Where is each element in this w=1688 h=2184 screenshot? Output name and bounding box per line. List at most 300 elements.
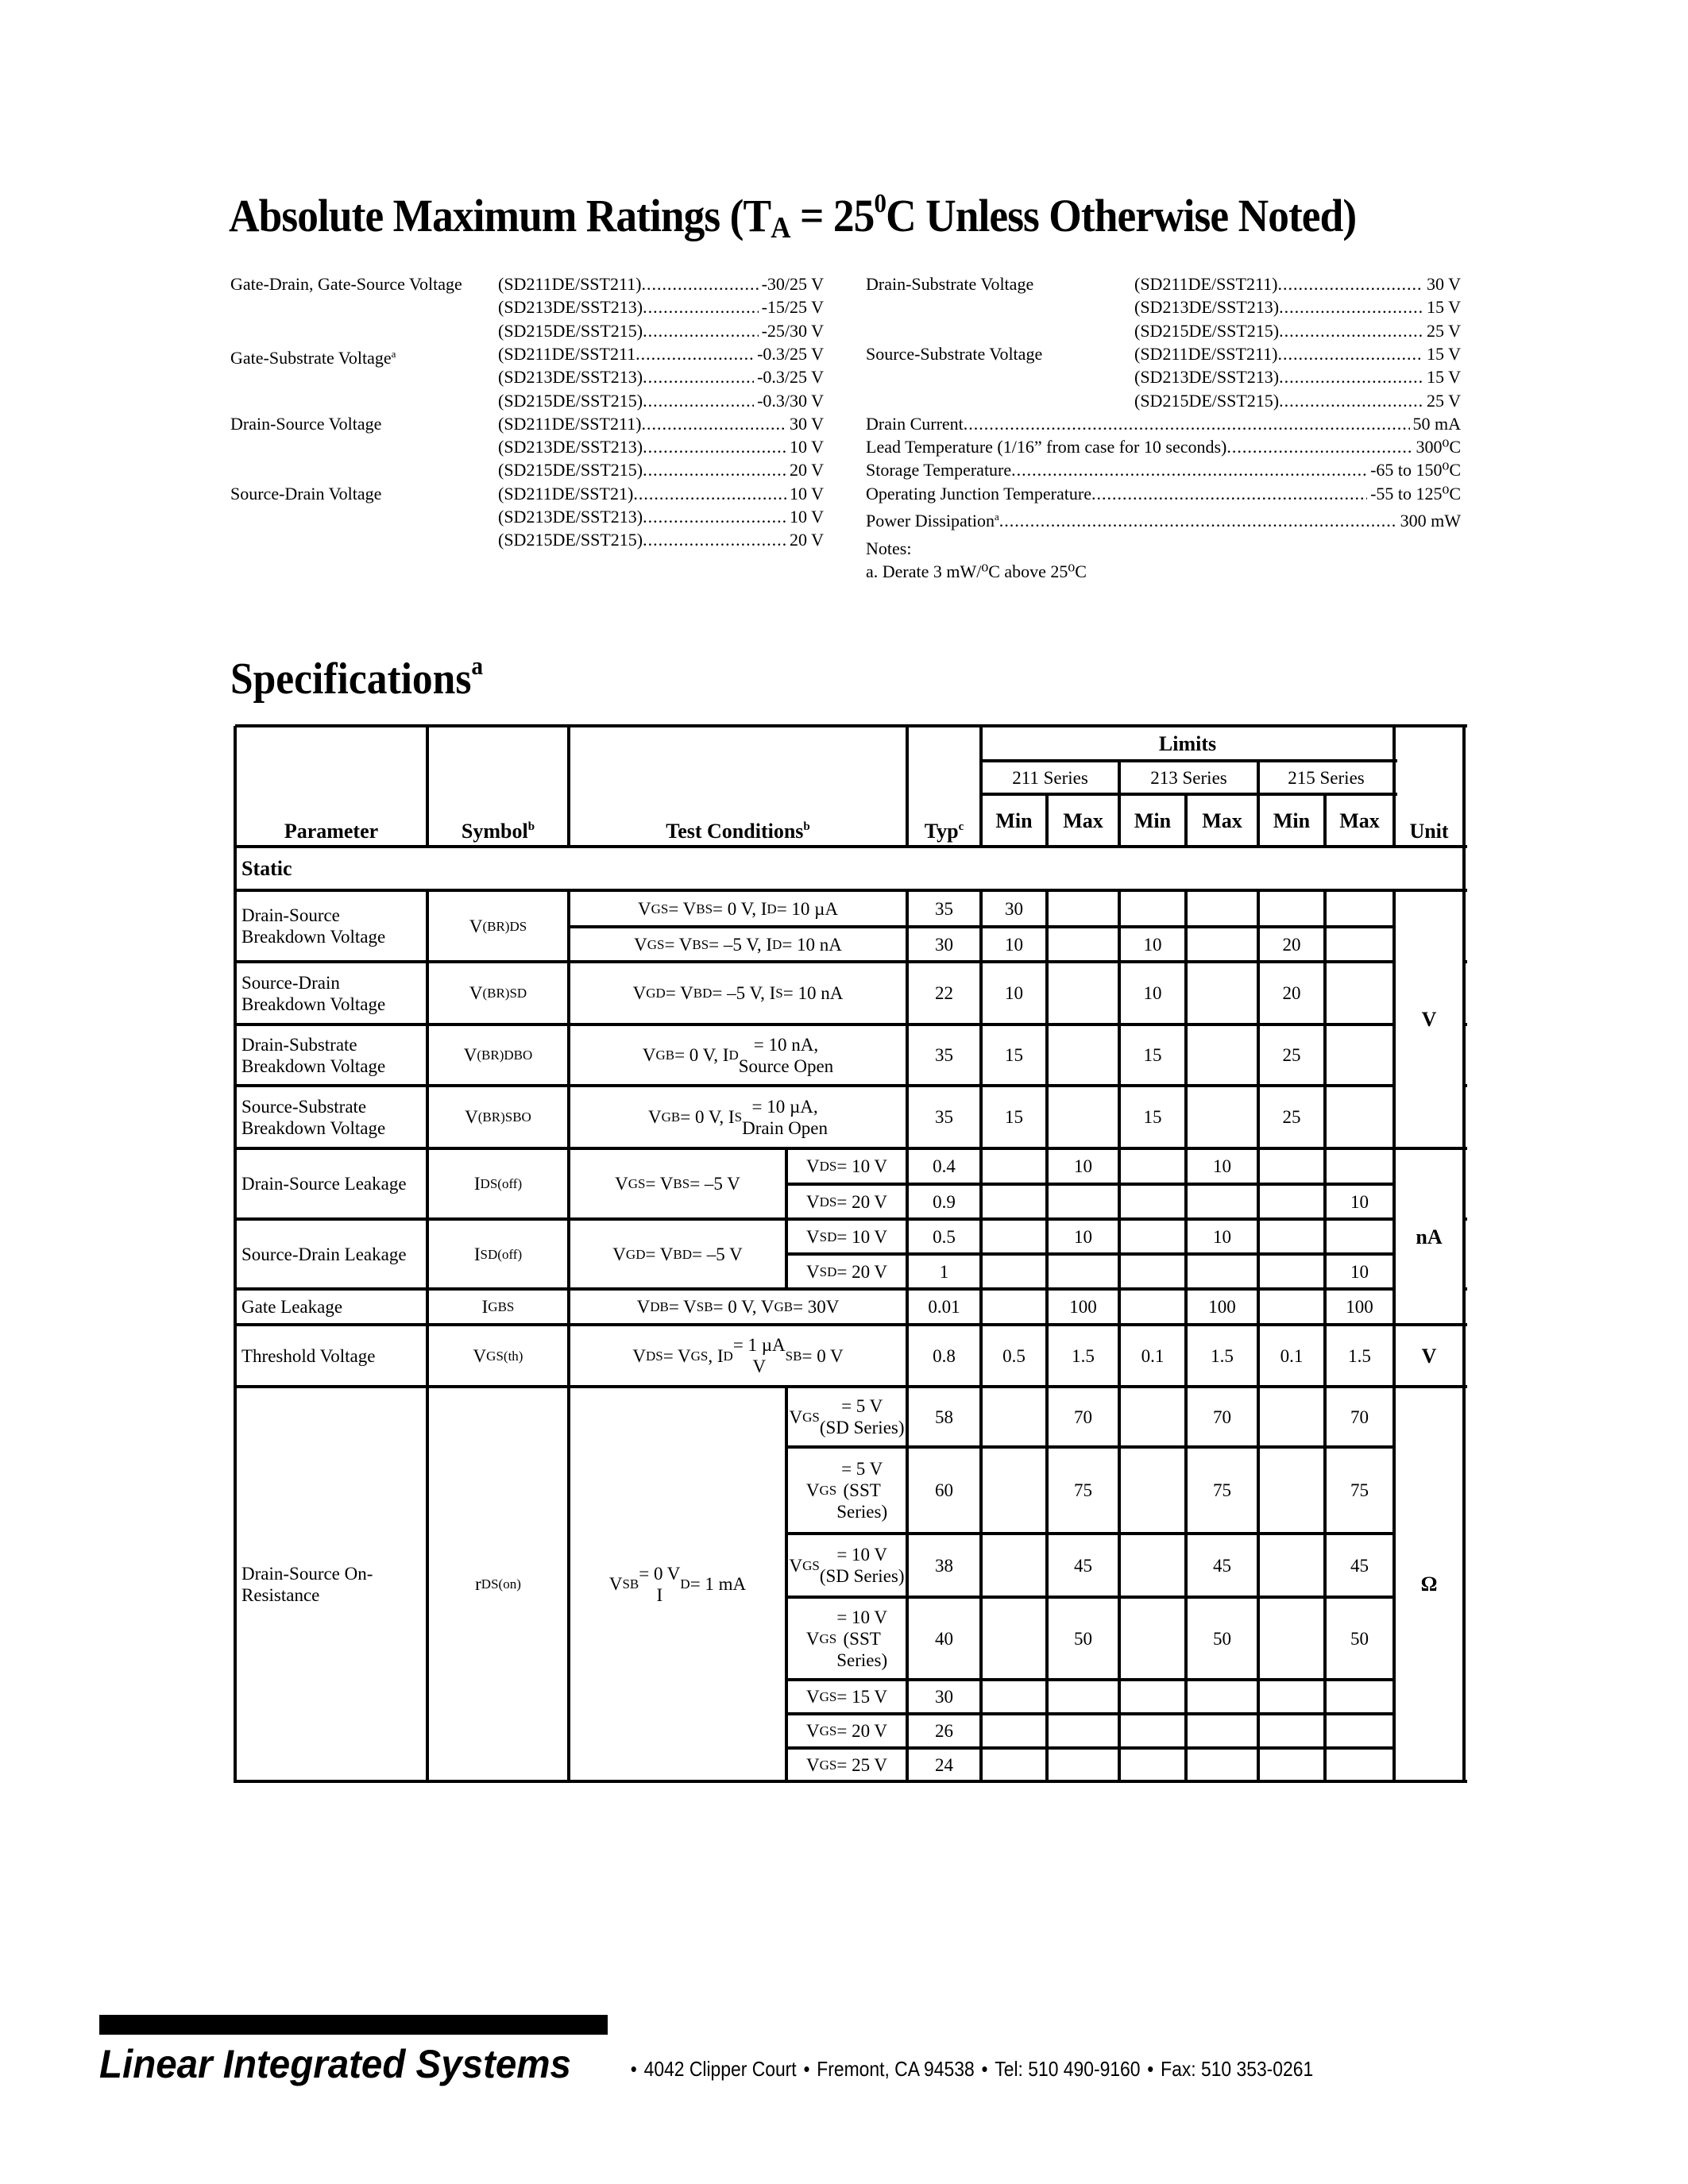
- rating-value: 10 V: [790, 483, 824, 504]
- rating-value: 20 V: [790, 530, 824, 550]
- min-value: [1258, 1597, 1325, 1680]
- test-condition: V GS = V BS = –5 V, I D = 10 nA: [634, 934, 842, 955]
- test-condition: V GS = 20 V: [805, 1721, 888, 1741]
- min-value: 15: [1005, 1107, 1023, 1127]
- typ-value: 35: [935, 1045, 953, 1065]
- min-value: [1119, 1254, 1186, 1289]
- table-rule: [1394, 1323, 1467, 1326]
- table-rule: [567, 726, 570, 848]
- table-rule: [235, 845, 1467, 848]
- max-value: 100: [1346, 1297, 1373, 1317]
- table-rule: [1394, 1385, 1467, 1388]
- max-value: 10: [1350, 1261, 1369, 1282]
- rating-row: [866, 505, 1461, 531]
- typ-value: 30: [935, 1687, 953, 1707]
- min-value: 15: [1143, 1107, 1162, 1127]
- table-rule: [786, 1532, 1397, 1535]
- test-condition: V SD = 20 V: [805, 1261, 888, 1282]
- max-value: [1186, 1680, 1258, 1714]
- typ-value: 35: [935, 898, 953, 919]
- rating-value: 30 V: [1427, 274, 1461, 294]
- rating-row: [498, 528, 824, 551]
- table-rule: [426, 890, 429, 1783]
- min-value: [981, 1748, 1047, 1781]
- rating-label: Source-Drain Voltage: [230, 483, 382, 504]
- rating-value: 15 V: [1427, 297, 1461, 318]
- table-rule: [426, 726, 429, 848]
- leader-dots: [964, 412, 1410, 435]
- rating-part-number: (SD213DE/SST213): [1134, 297, 1280, 318]
- min-value: [1258, 1289, 1325, 1325]
- table-rule: [1323, 890, 1327, 1783]
- max-value: 75: [1074, 1480, 1092, 1500]
- symbol-cell: I GBS: [481, 1297, 515, 1317]
- parameter-cell: Drain-Source Leakage: [241, 1174, 407, 1194]
- min-value: 15: [1143, 1045, 1162, 1065]
- max-value: 10: [1074, 1226, 1092, 1247]
- max-value: [1047, 1254, 1119, 1289]
- parameter-cell: Source-Drain Leakage: [241, 1244, 407, 1264]
- rating-value: 50 mA: [1412, 413, 1461, 434]
- max-value: [1186, 1714, 1258, 1748]
- rating-value: 25 V: [1427, 390, 1461, 411]
- leader-dots: [1278, 272, 1424, 295]
- min-value: [1258, 1148, 1325, 1184]
- header-min: Min: [1134, 808, 1172, 832]
- max-value: 50: [1350, 1628, 1369, 1649]
- max-value: [1186, 962, 1258, 1024]
- rating-row: [498, 342, 824, 365]
- max-value: [1047, 962, 1119, 1024]
- rating-row: [498, 389, 824, 412]
- table-rule: [979, 726, 983, 848]
- min-value: 10: [1005, 983, 1023, 1003]
- bullet-separator: •: [630, 2057, 637, 2081]
- test-condition-main: V GD = V BD = –5 V: [612, 1244, 743, 1264]
- min-value: [1258, 1748, 1325, 1781]
- table-rule: [1257, 890, 1260, 1783]
- min-value: [1119, 1597, 1186, 1680]
- leader-dots: [642, 272, 759, 295]
- typ-value: 0.9: [933, 1191, 956, 1212]
- min-value: [1119, 1219, 1186, 1254]
- leader-dots: [635, 342, 754, 365]
- rating-row: [1134, 342, 1461, 365]
- rating-row: [498, 482, 824, 505]
- max-value: [1186, 890, 1258, 927]
- section-static: Static: [241, 857, 292, 880]
- min-value: [1119, 1148, 1186, 1184]
- min-value: 20: [1282, 934, 1301, 955]
- rating-label: Drain-Substrate Voltage: [866, 274, 1034, 294]
- max-value: 45: [1074, 1555, 1092, 1576]
- max-value: 100: [1208, 1297, 1236, 1317]
- table-rule: [1257, 761, 1260, 848]
- table-rule: [981, 759, 1397, 762]
- max-value: 45: [1350, 1555, 1369, 1576]
- max-value: 45: [1213, 1555, 1231, 1576]
- min-value: [1258, 890, 1325, 927]
- max-value: [1047, 927, 1119, 962]
- rating-label: Drain-Source Voltage: [230, 413, 382, 434]
- rating-value: -25/30 V: [761, 320, 824, 341]
- company-name: Linear Integrated Systems: [99, 2042, 571, 2086]
- bullet-separator: •: [1147, 2057, 1154, 2081]
- rating-part-number: (SD211DE/SST211): [498, 274, 642, 294]
- max-value: [1325, 927, 1394, 962]
- max-value: 100: [1069, 1297, 1097, 1317]
- max-value: [1186, 1254, 1258, 1289]
- table-rule: [786, 1183, 1397, 1186]
- bullet-separator: •: [981, 2057, 988, 2081]
- test-condition: V GD = V BD = –5 V, I S = 10 nA: [632, 983, 844, 1003]
- parameter-cell: Gate Leakage: [241, 1297, 343, 1317]
- rating-value: -55 to 125⁰C: [1370, 483, 1461, 504]
- leader-dots: [643, 505, 786, 528]
- max-value: 10: [1213, 1226, 1231, 1247]
- leader-dots: [1279, 365, 1423, 388]
- leader-dots: [643, 458, 786, 481]
- min-value: [981, 1597, 1047, 1680]
- table-rule: [981, 793, 1397, 796]
- leader-dots: [1011, 458, 1367, 481]
- table-rule: [786, 1445, 1397, 1449]
- max-value: [1325, 1024, 1394, 1086]
- note-a: a. Derate 3 mW/⁰C above 25⁰C: [866, 561, 1087, 581]
- typ-value: 1: [939, 1261, 949, 1282]
- specifications-title: Specifications$^a$: [230, 651, 484, 704]
- min-value: 25: [1282, 1107, 1301, 1127]
- test-condition: V DS = V GS , I D = 1 µA V SB = 0 V: [632, 1335, 844, 1376]
- rating-label: Drain Current: [866, 413, 964, 434]
- typ-value: 38: [935, 1555, 953, 1576]
- table-rule: [235, 1287, 1467, 1291]
- leader-dots: [642, 412, 787, 435]
- table-rule: [785, 1148, 788, 1291]
- min-value: [981, 1254, 1047, 1289]
- max-value: [1186, 1184, 1258, 1219]
- table-rule: [1394, 889, 1467, 892]
- test-condition-main: V GS = V BS = –5 V: [615, 1174, 740, 1194]
- max-value: 50: [1074, 1628, 1092, 1649]
- leader-dots: [643, 528, 786, 551]
- rating-part-number: (SD213DE/SST213): [498, 297, 643, 318]
- header-limits: Limits: [1158, 731, 1217, 755]
- min-value: 0.5: [1002, 1345, 1026, 1366]
- min-value: [981, 1387, 1047, 1447]
- min-value: [1119, 1447, 1186, 1534]
- min-value: 25: [1282, 1045, 1301, 1065]
- symbol-cell: V (BR)SBO: [465, 1107, 531, 1127]
- table-rule: [979, 890, 983, 1783]
- min-value: [1258, 1714, 1325, 1748]
- min-value: [981, 1219, 1047, 1254]
- rating-part-number: (SD213DE/SST213): [498, 507, 643, 527]
- table-rule: [1323, 794, 1327, 848]
- max-value: [1325, 1219, 1394, 1254]
- min-value: [1258, 1184, 1325, 1219]
- max-value: [1047, 1024, 1119, 1086]
- typ-value: 0.4: [933, 1156, 956, 1176]
- max-value: 10: [1350, 1191, 1369, 1212]
- max-value: 70: [1074, 1406, 1092, 1427]
- test-condition: V GS = 15 V: [805, 1687, 888, 1707]
- rating-part-number: (SD215DE/SST215): [498, 460, 643, 480]
- leader-dots: [1226, 435, 1412, 458]
- header-unit: Unit: [1409, 820, 1449, 843]
- max-value: [1325, 1680, 1394, 1714]
- min-value: [981, 1534, 1047, 1597]
- test-condition: V GS = 10 V (SST Series): [805, 1607, 888, 1670]
- min-value: 20: [1282, 983, 1301, 1003]
- max-value: [1325, 1148, 1394, 1184]
- rating-part-number: (SD215DE/SST215): [1134, 390, 1280, 411]
- unit-cell: V: [1394, 1325, 1464, 1387]
- parameter-cell: Threshold Voltage: [241, 1345, 376, 1366]
- min-value: [1258, 1387, 1325, 1447]
- table-rule: [235, 1385, 1467, 1388]
- test-condition: V DS = 20 V: [805, 1191, 888, 1212]
- rating-label: Gate-Drain, Gate-Source Voltage: [230, 274, 462, 294]
- table-rule: [235, 1217, 1467, 1221]
- symbol-cell: V (BR)DS: [469, 916, 527, 936]
- rating-value: 15 V: [1427, 367, 1461, 388]
- max-value: 1.5: [1348, 1345, 1371, 1366]
- test-condition: V GS = 5 V (SST Series): [805, 1459, 888, 1522]
- symbol-cell: I DS(off): [473, 1174, 523, 1194]
- rating-value: 10 V: [790, 437, 824, 457]
- unit-cell: Ω: [1394, 1387, 1464, 1781]
- max-value: 10: [1074, 1156, 1092, 1176]
- table-rule: [235, 1780, 1467, 1783]
- header-max: Max: [1202, 808, 1242, 832]
- table-rule: [235, 1084, 1467, 1087]
- typ-value: 35: [935, 1107, 953, 1127]
- rating-part-number: (SD211DE/SST21): [498, 483, 634, 504]
- max-value: [1186, 1024, 1258, 1086]
- rating-part-number: (SD211DE/SST211: [498, 343, 636, 364]
- rating-value: -15/25 V: [761, 297, 824, 318]
- rating-row: [498, 319, 824, 342]
- test-condition: V SD = 10 V: [805, 1226, 888, 1247]
- typ-value: 24: [935, 1754, 953, 1775]
- max-value: 1.5: [1211, 1345, 1234, 1366]
- rating-part-number: (SD215DE/SST215): [498, 320, 643, 341]
- min-value: [1119, 1184, 1186, 1219]
- header-symbol: Symbol$^b$: [461, 820, 535, 843]
- address-part: 4042 Clipper Court: [643, 2057, 797, 2081]
- rating-value: 300⁰C: [1416, 437, 1461, 457]
- rating-label: Operating Junction Temperature: [866, 483, 1091, 504]
- typ-value: 58: [935, 1406, 953, 1427]
- max-value: [1325, 1086, 1394, 1148]
- table-rule: [786, 1678, 1397, 1681]
- rating-row: [866, 482, 1461, 505]
- min-value: [981, 1714, 1047, 1748]
- table-rule: [1394, 1147, 1467, 1150]
- max-value: 75: [1213, 1480, 1231, 1500]
- notes-heading: Notes:: [866, 538, 912, 558]
- leader-dots: [1279, 295, 1423, 318]
- rating-label: Lead Temperature (1/16” from case for 10 seconds): [866, 437, 1227, 457]
- leader-dots: [999, 509, 1397, 532]
- max-value: [1325, 890, 1394, 927]
- unit-cell: nA: [1394, 1148, 1464, 1325]
- table-rule: [235, 1147, 1467, 1150]
- rating-value: 15 V: [1427, 343, 1461, 364]
- rating-row: [498, 365, 824, 388]
- header-series: 213 Series: [1150, 767, 1227, 788]
- typ-value: 30: [935, 934, 953, 955]
- rating-part-number: (SD211DE/SST211): [1134, 274, 1278, 294]
- max-value: [1047, 890, 1119, 927]
- typ-value: 0.5: [933, 1226, 956, 1247]
- max-value: [1047, 1086, 1119, 1148]
- min-value: 10: [1143, 934, 1162, 955]
- max-value: [1047, 1184, 1119, 1219]
- rating-row: [498, 458, 824, 481]
- min-value: [1258, 1254, 1325, 1289]
- symbol-cell: I SD(off): [473, 1244, 523, 1264]
- rating-label: Power Dissipation$^a$: [866, 511, 999, 531]
- min-value: [1119, 1748, 1186, 1781]
- max-value: 75: [1350, 1480, 1369, 1500]
- min-value: 0.1: [1280, 1345, 1304, 1366]
- table-rule: [235, 889, 1467, 892]
- min-value: 0.1: [1141, 1345, 1165, 1366]
- max-value: [1325, 1714, 1394, 1748]
- leader-dots: [643, 319, 758, 342]
- min-value: 10: [1005, 934, 1023, 955]
- table-rule: [1462, 890, 1466, 1783]
- min-value: [1258, 1680, 1325, 1714]
- rating-row: [866, 412, 1461, 435]
- rating-value: -0.3/25 V: [757, 343, 824, 364]
- test-condition: V DS = 10 V: [805, 1156, 888, 1176]
- table-rule: [235, 724, 1467, 727]
- rating-row: [866, 458, 1461, 481]
- rating-value: -65 to 150⁰C: [1370, 460, 1461, 480]
- parameter-cell: Source-Drain Breakdown Voltage: [241, 972, 386, 1014]
- typ-value: 26: [935, 1721, 953, 1741]
- table-rule: [1393, 726, 1396, 848]
- rating-value: -0.3/25 V: [757, 367, 824, 388]
- min-value: [981, 1184, 1047, 1219]
- table-rule: [786, 1712, 1397, 1715]
- table-rule: [906, 726, 909, 848]
- header-max: Max: [1339, 808, 1380, 832]
- symbol-cell: V GS(th): [473, 1345, 523, 1366]
- rating-value: 25 V: [1427, 320, 1461, 341]
- min-value: [1258, 1219, 1325, 1254]
- table-rule: [786, 1252, 1397, 1256]
- leader-dots: [643, 435, 786, 458]
- rating-row: [1134, 389, 1461, 412]
- rating-value: -0.3/30 V: [757, 390, 824, 411]
- bullet-separator: •: [803, 2057, 810, 2081]
- max-value: 70: [1350, 1406, 1369, 1427]
- leader-dots: [643, 389, 754, 412]
- max-value: [1047, 1680, 1119, 1714]
- rating-label: Gate-Substrate Voltage$^a$: [230, 347, 396, 368]
- rating-part-number: (SD213DE/SST213): [498, 437, 643, 457]
- rating-label: Storage Temperature: [866, 460, 1012, 480]
- test-condition: V GS = 5 V (SD Series): [789, 1396, 905, 1437]
- max-value: [1325, 962, 1394, 1024]
- typ-value: 22: [935, 983, 953, 1003]
- header-test-conditions: Test Conditions$^b$: [666, 820, 810, 843]
- typ-value: 0.8: [933, 1345, 956, 1366]
- address-part: Tel: 510 490-9160: [995, 2057, 1141, 2081]
- rating-row: [498, 295, 824, 318]
- test-condition: V GS = 25 V: [805, 1754, 888, 1775]
- ratings-title: Absolute Maximum Ratings ($T_A = 25^0C$ Unless Otherwise Noted): [229, 189, 1357, 245]
- header-series: 215 Series: [1288, 767, 1365, 788]
- table-rule: [1118, 890, 1121, 1783]
- typ-value: 0.01: [928, 1297, 960, 1317]
- table-rule: [1184, 794, 1188, 848]
- max-value: 50: [1213, 1628, 1231, 1649]
- rating-row: [1134, 272, 1461, 295]
- table-rule: [567, 890, 570, 1783]
- max-value: 1.5: [1072, 1345, 1095, 1366]
- min-value: [1119, 890, 1186, 927]
- max-value: [1186, 927, 1258, 962]
- max-value: [1047, 1748, 1119, 1781]
- test-condition: V GB = 0 V, I D = 10 nA, Source Open: [642, 1034, 834, 1076]
- table-rule: [235, 1323, 1467, 1326]
- min-value: 10: [1143, 983, 1162, 1003]
- test-condition: V DB = V SB = 0 V, V GB = 30V: [636, 1297, 840, 1317]
- address-part: Fremont, CA 94538: [817, 2057, 975, 2081]
- rating-row: [866, 435, 1461, 458]
- parameter-cell: Drain-Source On-Resistance: [241, 1563, 373, 1605]
- header-typ: Typ$^c$: [924, 820, 964, 843]
- table-rule: [906, 890, 909, 1783]
- max-value: [1186, 1748, 1258, 1781]
- footer-bar: [99, 2015, 608, 2035]
- rating-row: [498, 435, 824, 458]
- min-value: [1119, 1534, 1186, 1597]
- rating-part-number: (SD213DE/SST213): [498, 367, 643, 388]
- leader-dots: [643, 295, 758, 318]
- rating-value: 10 V: [790, 507, 824, 527]
- min-value: [1258, 1447, 1325, 1534]
- rating-row: [498, 272, 824, 295]
- rating-part-number: (SD215DE/SST215): [498, 390, 643, 411]
- address-part: Fax: 510 353-0261: [1161, 2057, 1314, 2081]
- min-value: [1119, 1387, 1186, 1447]
- min-value: [1119, 1289, 1186, 1325]
- header-series: 211 Series: [1012, 767, 1088, 788]
- leader-dots: [1279, 319, 1423, 342]
- rating-row: [498, 505, 824, 528]
- table-rule: [234, 726, 237, 1783]
- leader-dots: [1091, 482, 1367, 505]
- table-rule: [235, 960, 1467, 963]
- table-rule: [785, 1387, 788, 1783]
- max-value: [1186, 1086, 1258, 1148]
- table-rule: [1045, 794, 1049, 848]
- max-value: [1325, 1748, 1394, 1781]
- specifications-table: [235, 726, 1464, 1782]
- parameter-cell: Drain-Source Breakdown Voltage: [241, 905, 386, 947]
- header-parameter: Parameter: [284, 820, 379, 843]
- rating-value: 300 mW: [1400, 511, 1461, 531]
- leader-dots: [633, 482, 786, 505]
- leader-dots: [1278, 342, 1424, 365]
- parameter-cell: Source-Substrate Breakdown Voltage: [241, 1096, 386, 1138]
